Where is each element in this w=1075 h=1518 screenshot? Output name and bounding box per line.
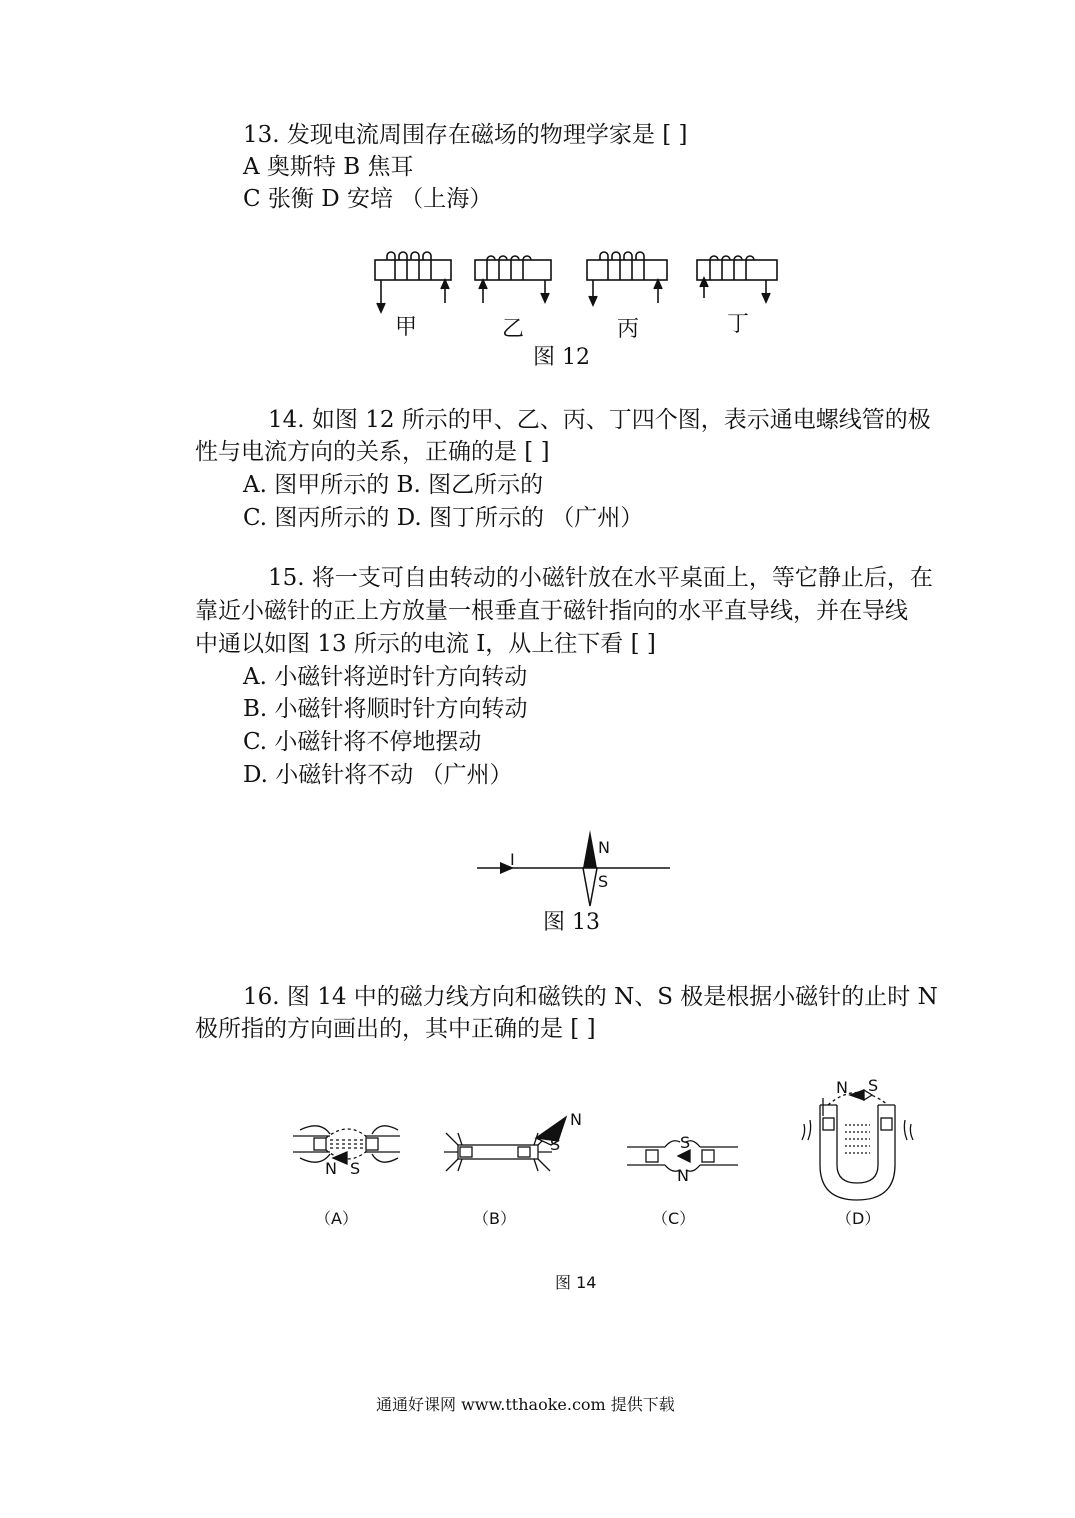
q15-option-a: A. 小磁针将逆时针方向转动 xyxy=(243,664,528,690)
fig14-a-south: S xyxy=(350,1159,361,1178)
fig14-label-a: （A） xyxy=(315,1209,358,1228)
q15-option-d: D. 小磁针将不动 （广州） xyxy=(243,762,513,788)
q14-options-row1: A. 图甲所示的 B. 图乙所示的 xyxy=(243,472,544,498)
fig14-panel-d xyxy=(802,1090,913,1200)
q13-stem: 13. 发现电流周围存在磁场的物理学家是 [ ] xyxy=(243,122,688,148)
q15-stem-line3: 中通以如图 13 所示的电流 I，从上往下看 [ ] xyxy=(195,631,656,657)
fig12-label-yi: 乙 xyxy=(502,317,525,342)
fig14-label-d: （D） xyxy=(836,1209,881,1228)
fig14-b-north: N xyxy=(570,1110,582,1129)
fig14-a-north: N xyxy=(325,1159,337,1178)
fig13-current-label: I xyxy=(510,850,515,869)
q16-stem-line1: 16. 图 14 中的磁力线方向和磁铁的 N、S 极是根据小磁针的止时 N xyxy=(243,984,938,1010)
fig12-label-jia: 甲 xyxy=(395,315,418,340)
fig12-caption: 图 12 xyxy=(533,345,590,370)
q14-stem-line1: 14. 如图 12 所示的甲、乙、丙、丁四个图，表示通电螺线管的极 xyxy=(268,407,931,433)
fig13-caption: 图 13 xyxy=(543,910,600,935)
fig14-caption: 图 14 xyxy=(555,1273,597,1292)
fig14-b-south: S xyxy=(550,1135,561,1154)
q13-options-row1: A 奥斯特 B 焦耳 xyxy=(243,154,414,180)
fig12-label-bing: 丙 xyxy=(617,317,640,342)
q15-option-b: B. 小磁针将顺时针方向转动 xyxy=(243,696,528,722)
fig14-c-south: S xyxy=(680,1133,691,1152)
q16-stem-line2: 极所指的方向画出的，其中正确的是 [ ] xyxy=(195,1016,596,1042)
fig14-panel-a xyxy=(293,1126,400,1164)
fig14-panel-b xyxy=(444,1117,566,1171)
footer-credit: 通通好课网 www.tthaoke.com 提供下载 xyxy=(376,1395,675,1414)
q14-stem-line2: 性与电流方向的关系，正确的是 [ ] xyxy=(195,439,550,465)
fig13-north-label: N xyxy=(598,838,610,857)
q14-options-row2: C. 图丙所示的 D. 图丁所示的 （广州） xyxy=(243,505,644,531)
fig13-south-label: S xyxy=(598,872,609,891)
q13-options-row2: C 张衡 D 安培 （上海） xyxy=(243,186,493,212)
fig14-d-south: S xyxy=(868,1076,879,1095)
fig12-label-ding: 丁 xyxy=(727,312,750,337)
q15-stem-line1: 15. 将一支可自由转动的小磁针放在水平桌面上，等它静止后，在 xyxy=(268,565,933,591)
fig14-c-north: N xyxy=(677,1166,689,1185)
q15-stem-line2: 靠近小磁针的正上方放量一根垂直于磁针指向的水平直导线，并在导线 xyxy=(195,598,908,624)
fig14-label-c: （C） xyxy=(652,1209,696,1228)
q15-option-c: C. 小磁针将不停地摆动 xyxy=(243,729,482,755)
fig14-label-b: （B） xyxy=(473,1209,516,1228)
fig14-d-north: N xyxy=(836,1078,848,1097)
